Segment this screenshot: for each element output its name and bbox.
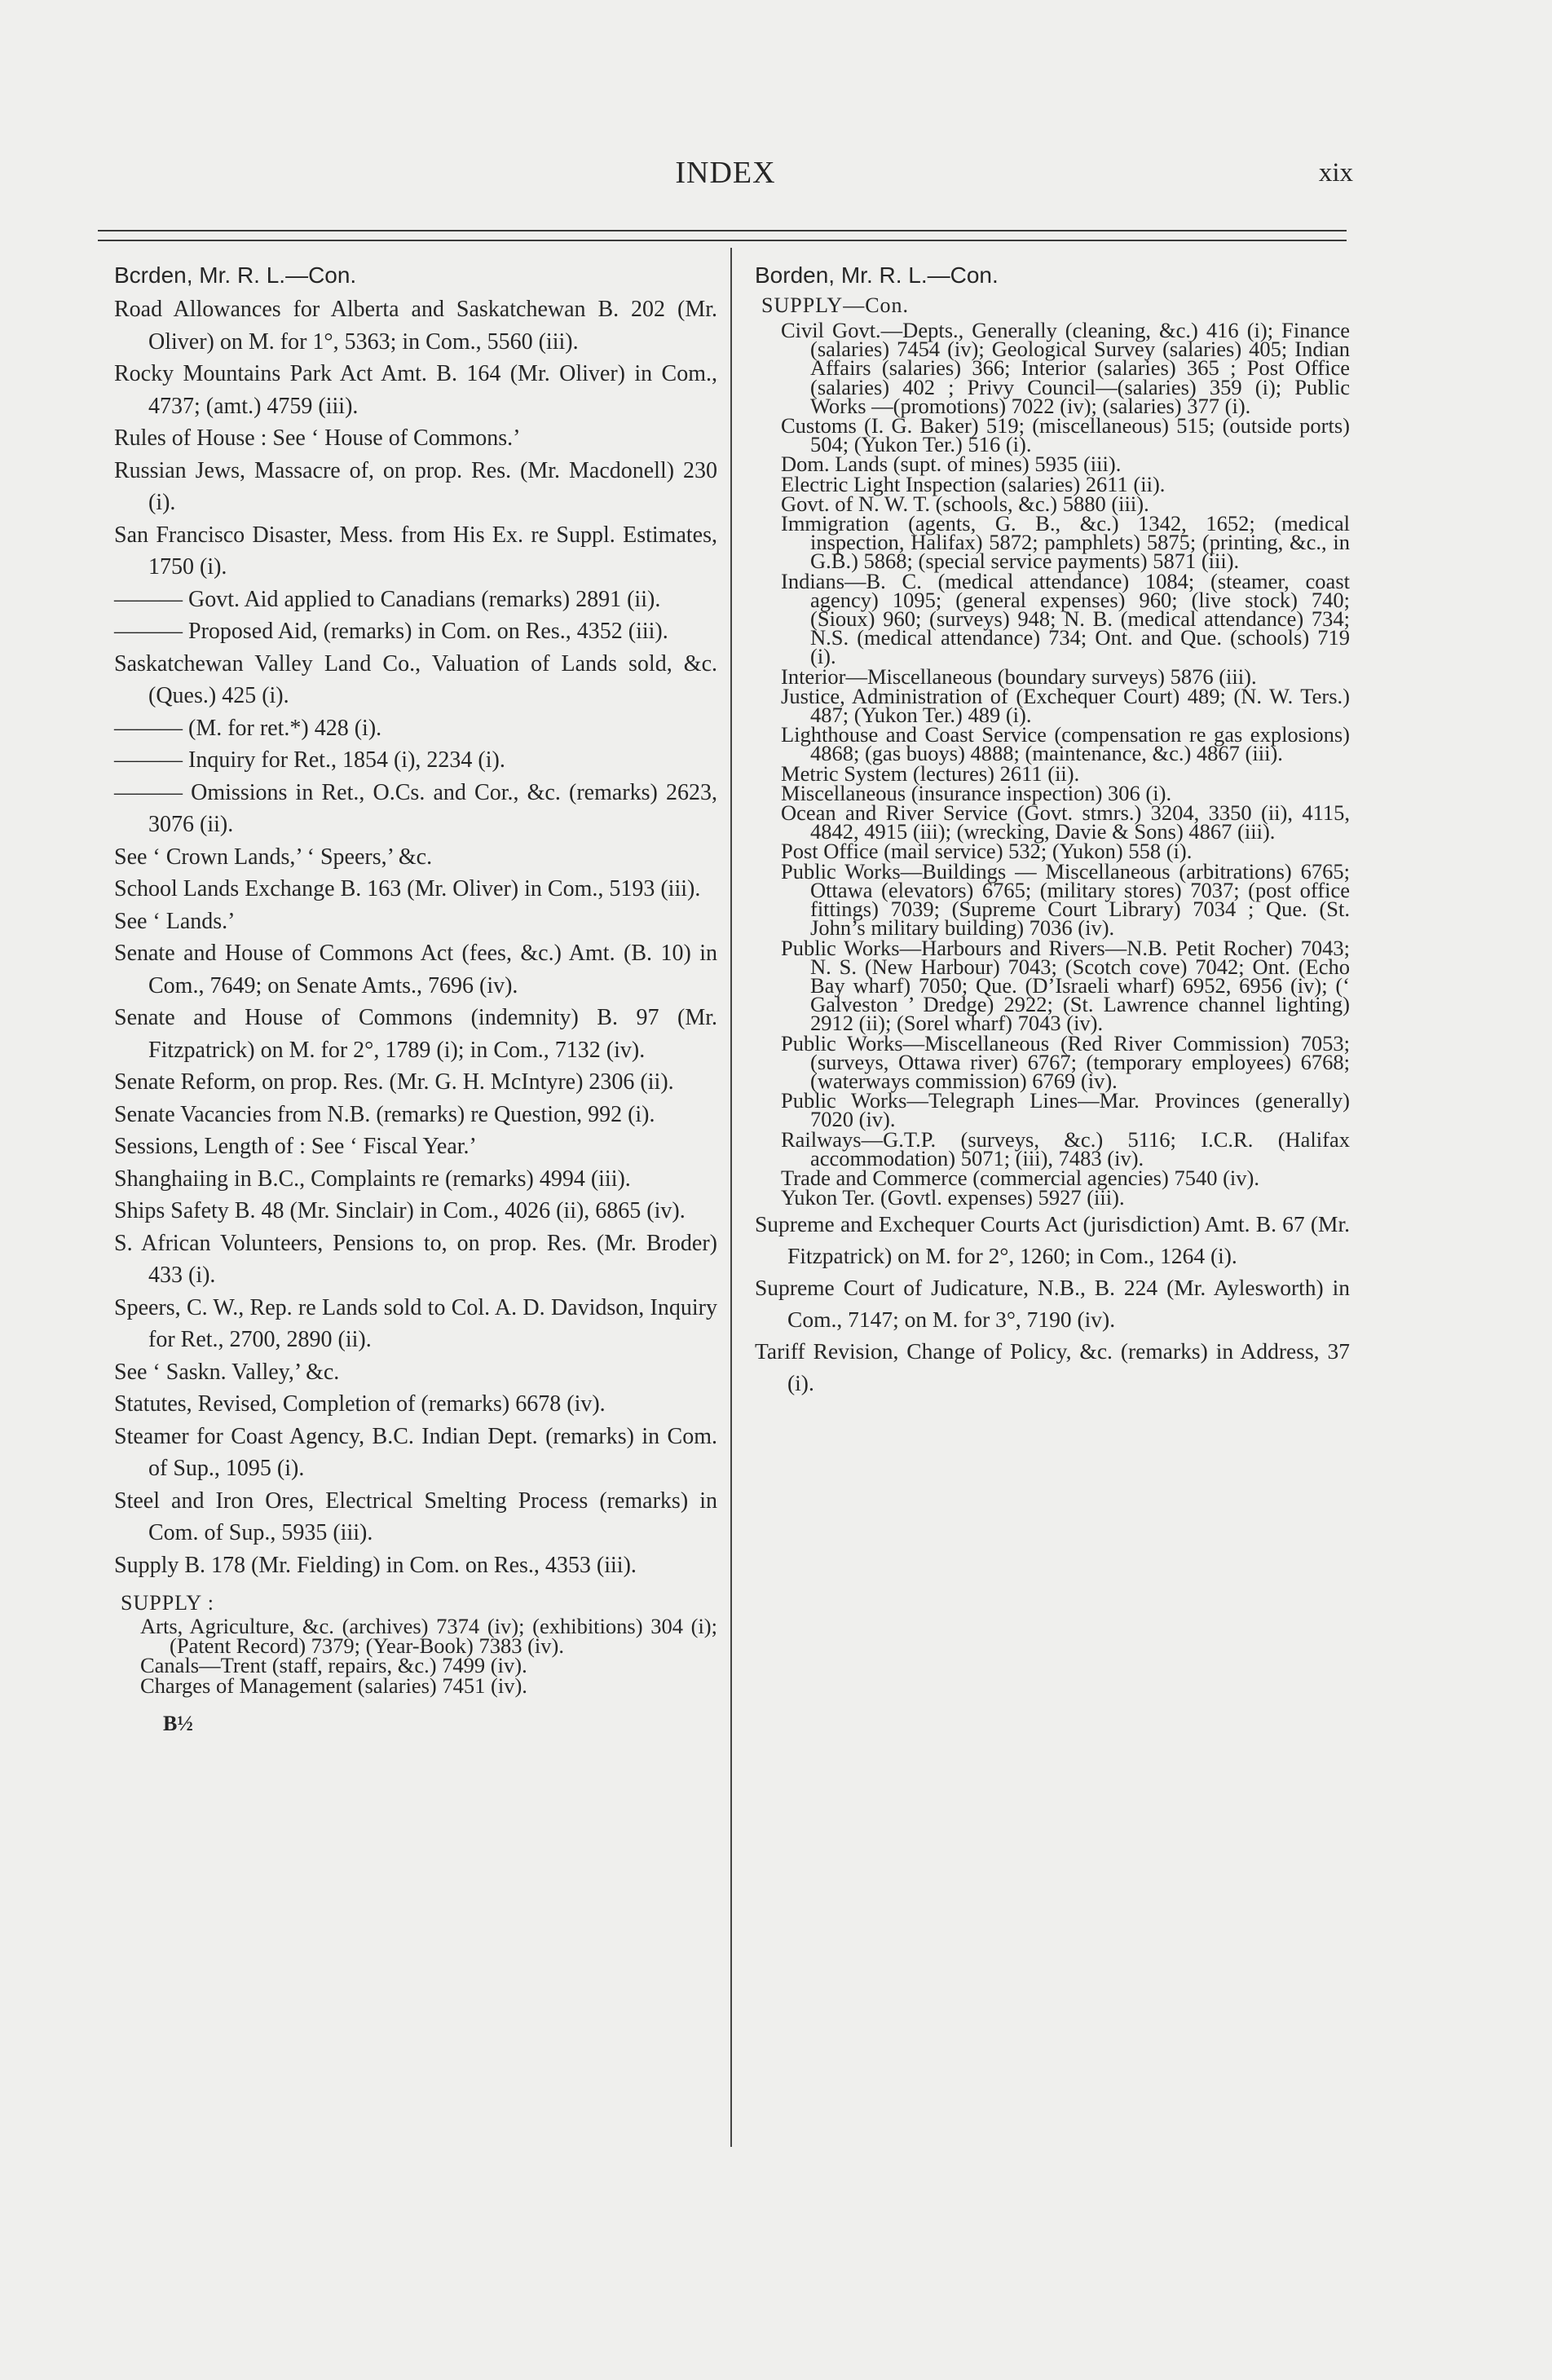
index-entry: Rocky Mountains Park Act Amt. B. 164 (Mr. Oliver) in Com., 4737; (amt.) 4759 (iii). <box>114 361 717 419</box>
supply-entry: Customs (I. G. Baker) 519; (miscellaneous) 515; (outside ports) 504; (Yukon Ter.) 516 (i). <box>781 413 1350 457</box>
index-entry: Speers, C. W., Rep. re Lands sold to Col. A. D. Davidson, Inquiry for Ret., 2700, 2890 (ii). <box>114 1294 717 1352</box>
supply-entry: Canals—Trent (staff, repairs, &c.) 7499 (iv). <box>140 1653 527 1677</box>
index-entry: S. African Volunteers, Pensions to, on prop. Res. (Mr. Broder) 433 (i). <box>114 1230 717 1288</box>
supply-entry: Public Works—Telegraph Lines—Mar. Provinces (generally) 7020 (iv). <box>781 1088 1350 1132</box>
signature-mark: B½ <box>163 1712 193 1735</box>
supply-entry: Post Office (mail service) 532; (Yukon) 558 (i). <box>781 839 1193 864</box>
supply-entry: Public Works—Harbours and Rivers—N.B. Petit Rocher) 7043; N. S. (New Harbour) 7043; (Scotch cove) 7042; Ont. (Echo Bay wharf) 7050; Que. (D’Israeli wharf) 6952, 6956 (iv); (‘ Galveston ’ Dredge) 2922; (St. Lawrence channel lighting) 2912 (ii); (Sorel wharf) 7043 (iv). <box>781 935 1350 1036</box>
index-entry: See ‘ Lands.’ <box>114 908 236 934</box>
index-entry: ——— Proposed Aid, (remarks) in Com. on Res., 4352 (iii). <box>114 619 668 644</box>
left-supply-list <box>114 1614 717 1698</box>
page-header <box>98 155 1353 196</box>
header-rule-bottom <box>98 240 1347 241</box>
index-entry: See ‘ Saskn. Valley,’ &c. <box>114 1359 340 1385</box>
index-entry: Rules of House : See ‘ House of Commons.’ <box>114 425 521 451</box>
index-entry: Senate Vacancies from N.B. (remarks) re Question, 992 (i). <box>114 1101 655 1127</box>
supply-entry: Public Works—Buildings — Miscellaneous (arbitrations) 6765; Ottawa (elevators) 6765; (military stores) 7037; (post office fittings) 7039; (Supreme Court Library) 7034 ; Que. (St. John’s military building) 7036 (iv). <box>781 858 1350 941</box>
left-column <box>114 262 717 1736</box>
index-entry: Steamer for Coast Agency, B.C. Indian Dept. (remarks) in Com. of Sup., 1095 (i). <box>114 1423 717 1481</box>
supply-entry: Electric Light Inspection (salaries) 2611 (ii). <box>781 471 1166 496</box>
index-entry: Senate and House of Commons (indemnity) B. 97 (Mr. Fitzpatrick) on M. for 2°, 1789 (i); in Com., 7132 (iv). <box>114 1005 717 1063</box>
index-entry: ——— Omissions in Ret., O.Cs. and Cor., &c. (remarks) 2623, 3076 (ii). <box>114 779 717 837</box>
index-entry: San Francisco Disaster, Mess. from His Ex. re Suppl. Estimates, 1750 (i). <box>114 522 717 580</box>
left-supply-label: SUPPLY : <box>121 1591 214 1615</box>
index-entry: Supply B. 178 (Mr. Fielding) in Com. on Res., 4353 (iii). <box>114 1552 637 1578</box>
index-entry: Senate and House of Commons Act (fees, &c.) Amt. (B. 10) in Com., 7649; on Senate Amts., 7696 (iv). <box>114 941 717 998</box>
index-entry: ——— (M. for ret.*) 428 (i). <box>114 715 382 741</box>
supply-entry: Arts, Agriculture, &c. (archives) 7374 (iv); (exhibitions) 304 (i); (Patent Record) 7379; (Year-Book) 7383 (iv). <box>140 1614 717 1658</box>
index-entry: See ‘ Crown Lands,’ ‘ Speers,’ &c. <box>114 844 433 870</box>
supply-entry: Ocean and River Service (Govt. stmrs.) 3204, 3350 (ii), 4115, 4842, 4915 (iii); (wrecking, Davie & Sons) 4867 (iii). <box>781 800 1350 844</box>
right-supply-label: SUPPLY—Con. <box>761 293 910 317</box>
index-entry: Statutes, Revised, Completion of (remarks) 6678 (iv). <box>114 1391 606 1417</box>
index-entry: Supreme and Exchequer Courts Act (jurisdiction) Amt. B. 67 (Mr. Fitzpatrick) on M. for 2°, 1260; in Com., 1264 (i). <box>755 1211 1350 1269</box>
page-title: INDEX <box>675 156 776 190</box>
header-rule-top <box>98 230 1347 231</box>
index-entry: Senate Reform, on prop. Res. (Mr. G. H. McIntyre) 2306 (ii). <box>114 1069 674 1095</box>
supply-entry: Immigration (agents, G. B., &c.) 1342, 1652; (medical inspection, Halifax) 5872; pamphlets) 5875; (printing, &c., in G.B.) 5868; (special service payments) 5871 (iii). <box>781 511 1350 574</box>
column-divider <box>730 248 732 2147</box>
index-entry: ——— Govt. Aid applied to Canadians (remarks) 2891 (ii). <box>114 586 661 612</box>
supply-entry: Interior—Miscellaneous (boundary surveys) 5876 (iii). <box>781 663 1257 689</box>
index-entry: Ships Safety B. 48 (Mr. Sinclair) in Com., 4026 (ii), 6865 (iv). <box>114 1198 686 1223</box>
supply-entry: Metric System (lectures) 2611 (ii). <box>781 760 1080 786</box>
supply-entry: Miscellaneous (insurance inspection) 306 (i). <box>781 780 1172 805</box>
index-entry: Shanghaiing in B.C., Complaints re (remarks) 4994 (iii). <box>114 1166 631 1192</box>
index-entry: ——— Inquiry for Ret., 1854 (i), 2234 (i). <box>114 747 505 773</box>
supply-entry: Railways—G.T.P. (surveys, &c.) 5116; I.C.R. (Halifax accommodation) 5071; (iii), 7483 (iv). <box>781 1126 1350 1170</box>
supply-entry: Public Works—Miscellaneous (Red River Commission) 7053; (surveys, Ottawa river) 6767; (temporary employees) 6768; (waterways commission) 6769 (iv). <box>781 1030 1350 1093</box>
index-entry: Tariff Revision, Change of Policy, &c. (remarks) in Address, 37 (i). <box>755 1338 1350 1396</box>
right-supply-list <box>755 318 1350 1210</box>
supply-entry: Lighthouse and Coast Service (compensation re gas explosions) 4868; (gas buoys) 4888; (maintenance, &c.) 4867 (iii). <box>781 722 1350 766</box>
right-column <box>755 262 1350 1399</box>
supply-entry: Dom. Lands (supt. of mines) 5935 (iii). <box>781 452 1122 477</box>
supply-entry: Indians—B. C. (medical attendance) 1084; (steamer, coast agency) 1095; (general expenses) 960; (live stock) 740; (Sioux) 960; (surveys) 948; N. B. (medical attendance) 734; N.S. (medical attendance) 734; Ont. and Que. (schools) 719 (i). <box>781 568 1350 669</box>
supply-entry: Civil Govt.—Depts., Generally (cleaning, &c.) 416 (i); Finance (salaries) 7454 (iv); Geological Survey (salaries) 405; Indian Affairs (salaries) 366; Interior (salaries) 365 ; Post Office (salaries) 402 ; Privy Council—(salaries) 359 (i); Public Works —(promotions) 7022 (iv); (salaries) 377 (i). <box>781 318 1350 418</box>
supply-entry: Trade and Commerce (commercial agencies) 7540 (iv). <box>781 1165 1259 1190</box>
index-entry: Road Allowances for Alberta and Saskatchewan B. 202 (Mr. Oliver) on M. for 1°, 5363; in Com., 5560 (iii). <box>114 297 717 355</box>
supply-entry: Justice, Administration of (Exchequer Court) 489; (N. W. Ters.) 487; (Yukon Ter.) 489 (i). <box>781 683 1350 728</box>
supply-entry: Yukon Ter. (Govtl. expenses) 5927 (iii). <box>781 1185 1125 1210</box>
left-entry-list <box>114 293 717 1581</box>
index-entry: Steel and Iron Ores, Electrical Smelting Process (remarks) in Com. of Sup., 5935 (iii). <box>114 1488 717 1545</box>
right-entry-list <box>755 1208 1350 1399</box>
left-column-heading: Bcrden, Mr. R. L.—Con. <box>114 262 357 288</box>
index-entry: Russian Jews, Massacre of, on prop. Res. (Mr. Macdonell) 230 (i). <box>114 457 717 515</box>
supply-entry: Charges of Management (salaries) 7451 (iv). <box>140 1673 527 1698</box>
page-number: xix <box>1318 158 1353 187</box>
index-entry: Sessions, Length of : See ‘ Fiscal Year.’ <box>114 1134 477 1159</box>
index-entry: School Lands Exchange B. 163 (Mr. Oliver) in Com., 5193 (iii). <box>114 876 701 901</box>
index-entry: Saskatchewan Valley Land Co., Valuation of Lands sold, &c. (Ques.) 425 (i). <box>114 650 717 708</box>
supply-entry: Govt. of N. W. T. (schools, &c.) 5880 (iii). <box>781 491 1149 516</box>
right-column-heading: Borden, Mr. R. L.—Con. <box>755 262 999 288</box>
index-entry: Supreme Court of Judicature, N.B., B. 224 (Mr. Aylesworth) in Com., 7147; on M. for 3°, 7190 (iv). <box>755 1275 1350 1333</box>
